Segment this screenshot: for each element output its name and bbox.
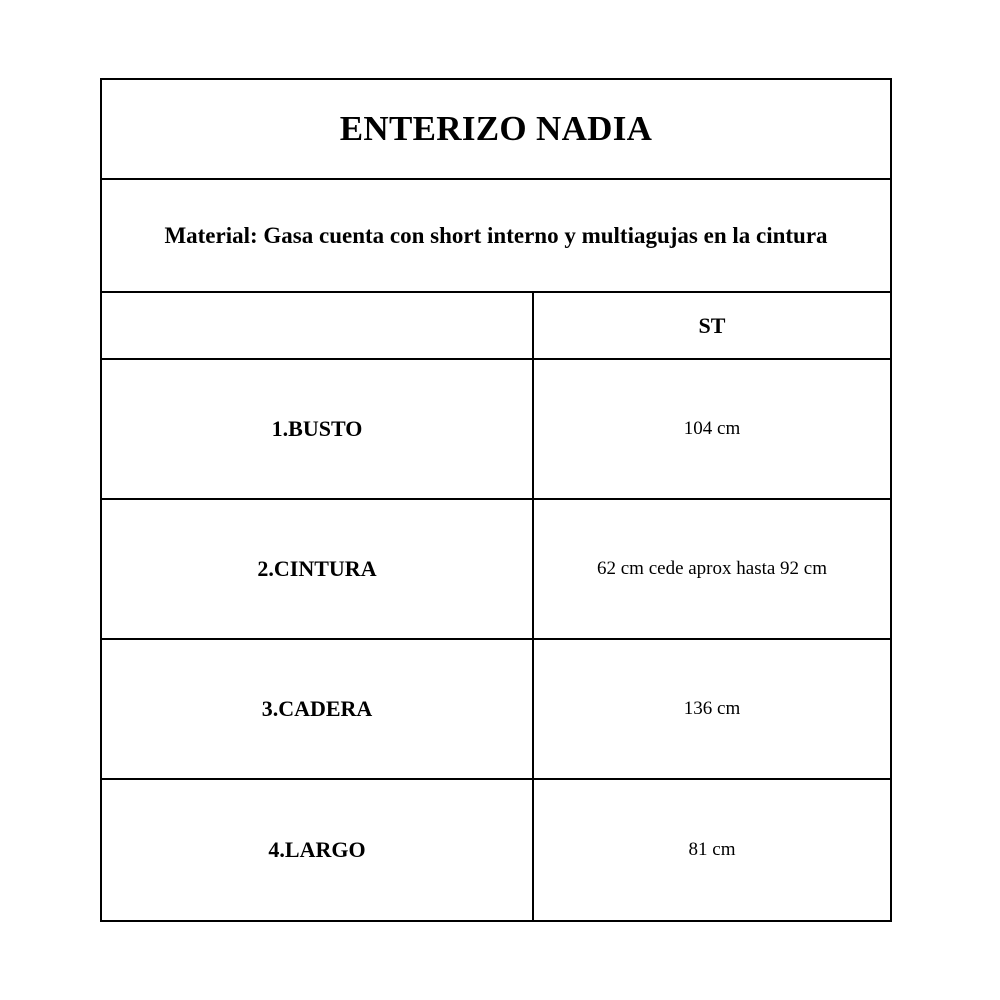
table-row: [102, 640, 890, 780]
measurement-label: 2.CINTURA: [102, 500, 534, 638]
column-header-size: ST: [698, 312, 726, 338]
measurement-value: 81 cm: [688, 839, 736, 860]
material-note: Material: Gasa cuenta con short interno y multiagujas en la cintura: [164, 222, 828, 248]
measurement-label: 3.CADERA: [102, 640, 534, 778]
table-row: [102, 780, 890, 920]
size-chart-table: [100, 78, 892, 922]
measurement-value: 136 cm: [683, 698, 741, 719]
page-title: ENTERIZO NADIA: [339, 109, 653, 148]
table-row: [102, 360, 890, 500]
measurement-label: 1.BUSTO: [102, 360, 534, 498]
column-header-measurement: [102, 293, 534, 358]
measurement-value: 62 cm cede aprox hasta 92 cm: [596, 558, 828, 579]
table-header-row: [102, 293, 890, 360]
title-row: [102, 80, 890, 180]
table-row: [102, 500, 890, 640]
measurement-label: 4.LARGO: [102, 780, 534, 920]
material-row: [102, 180, 890, 293]
measurement-value: 104 cm: [683, 418, 741, 439]
